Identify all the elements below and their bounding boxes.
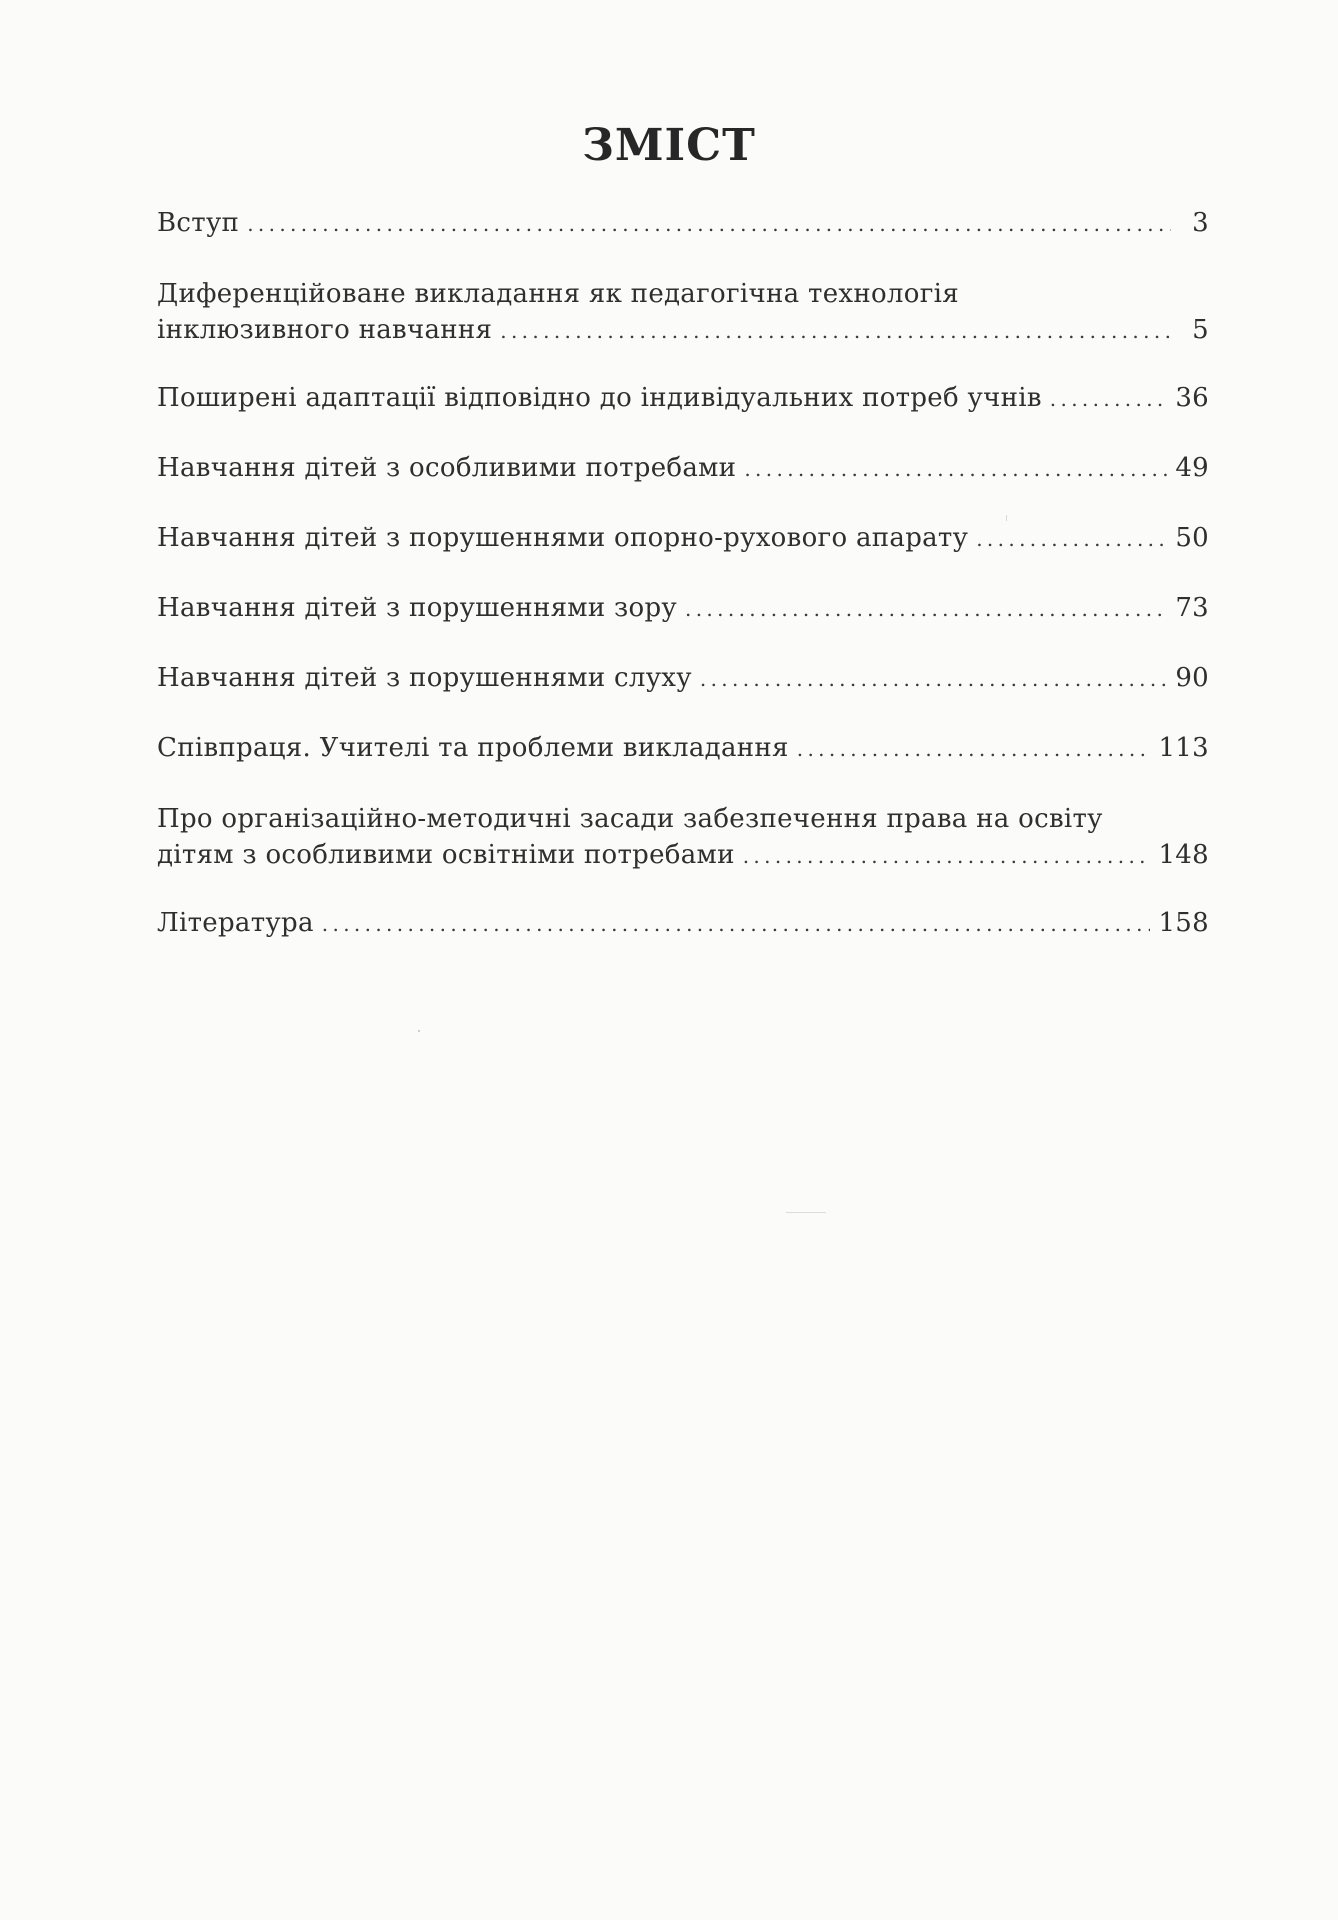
- dot-leader: [700, 661, 1167, 697]
- toc-entry-literature: [157, 905, 1209, 942]
- toc-entry-adaptations: [157, 380, 1209, 417]
- toc-entry-title: Навчання дітей з порушеннями слуху: [157, 663, 692, 693]
- toc-entry-organizational-principles: [157, 801, 1209, 874]
- toc-entry-special-needs: [157, 450, 1209, 487]
- toc-entry-differentiated-teaching: [157, 276, 1209, 349]
- dot-leader: [976, 521, 1167, 557]
- paper-mark: [1006, 515, 1007, 521]
- dot-leader: [247, 206, 1171, 242]
- toc-page-number: 49: [1175, 453, 1209, 483]
- dot-leader: [744, 451, 1167, 487]
- dot-leader: [1050, 381, 1168, 417]
- toc-entry-title: Співпраця. Учителі та проблеми викладання: [157, 733, 789, 763]
- dot-leader: [500, 313, 1171, 349]
- dot-leader: [797, 731, 1151, 767]
- dot-leader: [322, 906, 1151, 942]
- toc-page-number: 73: [1175, 593, 1209, 623]
- toc-page-number: 148: [1158, 840, 1209, 870]
- toc-entry-title: Поширені адаптації відповідно до індивідуальних потреб учнів: [157, 383, 1042, 413]
- toc-page-number: 113: [1158, 733, 1209, 763]
- toc-entry-title: Навчання дітей з особливими потребами: [157, 453, 737, 483]
- toc-entry-vision: [157, 590, 1209, 627]
- toc-entry-title: Вступ: [157, 208, 240, 238]
- toc-entry-musculoskeletal: [157, 520, 1209, 557]
- toc-entry-title: Навчання дітей з порушеннями опорно-рухового апарату: [157, 523, 969, 553]
- toc-page-number: 158: [1158, 908, 1209, 938]
- toc-entry-title-line2: інклюзивного навчання: [157, 315, 493, 345]
- toc-entry-title-line1: Диференційоване викладання як педагогічна технологія: [157, 279, 959, 309]
- toc-entry-title-line1: Про організаційно-методичні засади забезпечення права на освіту: [157, 804, 1103, 834]
- paper-speck: [418, 1030, 420, 1032]
- toc-entry-intro: [157, 205, 1209, 242]
- toc-entry-title: Навчання дітей з порушеннями зору: [157, 593, 677, 623]
- paper-mark: [786, 1212, 826, 1213]
- dot-leader: [685, 591, 1167, 627]
- toc-page-number: 50: [1175, 523, 1209, 553]
- toc-entry-title-line2: дітям з особливими освітніми потребами: [157, 840, 735, 870]
- toc-entry-hearing: [157, 660, 1209, 697]
- toc-entry-title: Література: [157, 908, 314, 938]
- dot-leader: [743, 838, 1151, 874]
- toc-page-number: 5: [1192, 315, 1209, 345]
- toc-page-number: 36: [1175, 383, 1209, 413]
- page-title: ЗМІСТ: [582, 120, 756, 171]
- toc-page-number: 90: [1175, 663, 1209, 693]
- toc-page-number: 3: [1192, 208, 1209, 238]
- toc-entry-cooperation: [157, 730, 1209, 767]
